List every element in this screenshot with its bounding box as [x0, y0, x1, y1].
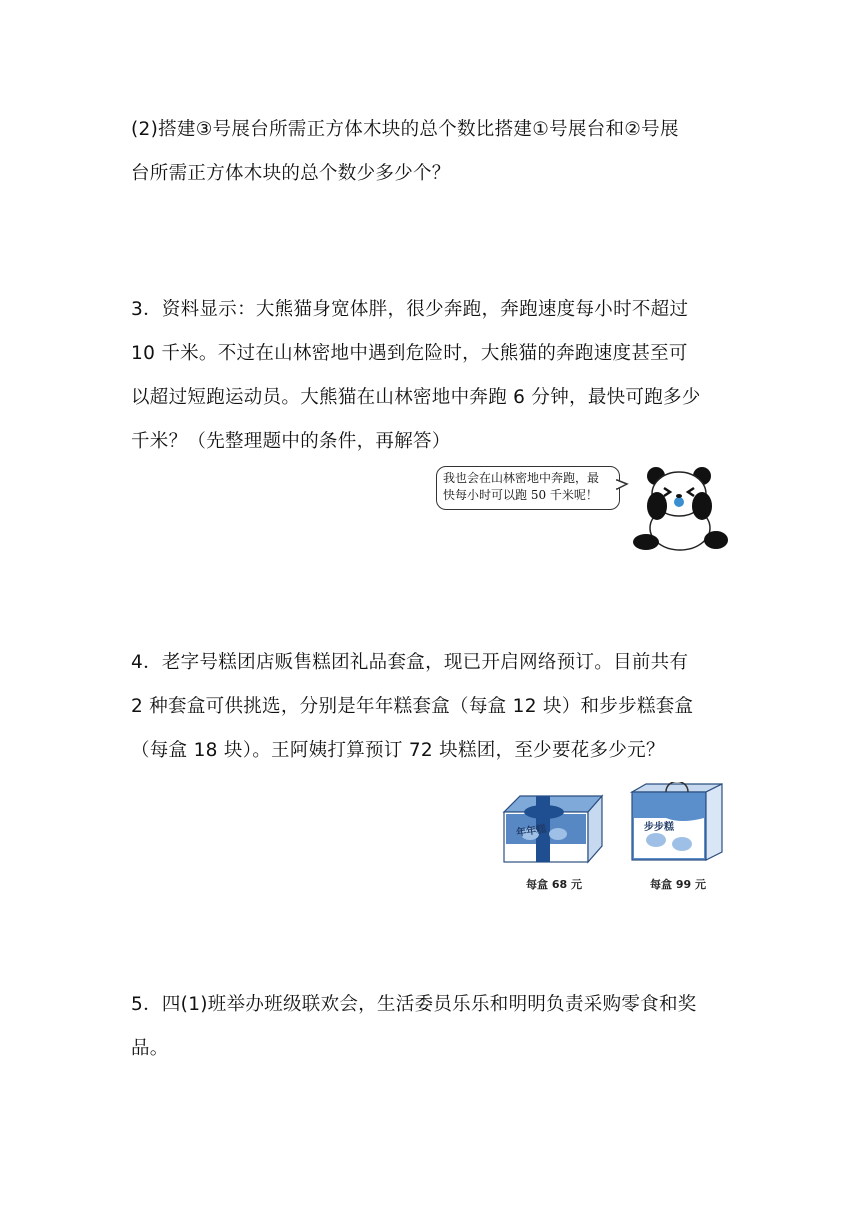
question-4: [131, 641, 731, 773]
bubble-tail: [615, 478, 629, 492]
question-3: [131, 288, 731, 464]
text-line: 千米？（先整理题中的条件，再解答）: [131, 431, 451, 452]
text-line: 4．老字号糕团店贩售糕团礼品套盒，现已开启网络预订。目前共有: [131, 652, 689, 673]
bubble-line: 快每小时可以跑 50 千米呢！: [443, 488, 598, 502]
speech-bubble: [436, 466, 620, 510]
text-line: 5．四(1)班举办班级联欢会，生活委员乐乐和明明负责采购零食和奖: [131, 994, 697, 1015]
bu-bu-gao-box-icon: [626, 782, 726, 872]
question-2-part-2: [131, 108, 731, 196]
box-label: 年年糕: [515, 823, 547, 840]
text-line: （每盒 18 块）。王阿姨打算预订 72 块糕团，至少要花多少元？: [131, 740, 665, 761]
bubble-line: 我也会在山林密地中奔跑，最: [443, 471, 600, 485]
box-price: 每盒 99 元: [650, 878, 706, 891]
text-line: 品。: [131, 1038, 169, 1059]
text-line: 以超过短跑运动员。大熊猫在山林密地中奔跑 6 分钟，最快可跑多少: [131, 387, 701, 408]
question-5: [131, 983, 731, 1071]
text-line: (2)搭建③号展台所需正方体木块的总个数比搭建①号展台和②号展: [131, 119, 679, 140]
panda-icon: [630, 462, 730, 556]
text-line: 2 种套盒可供挑选，分别是年年糕套盒（每盒 12 块）和步步糕套盒: [131, 696, 694, 717]
text-line: 台所需正方体木块的总个数少多少个？: [131, 163, 451, 184]
box-label: 步步糕: [644, 822, 674, 833]
box-price: 每盒 68 元: [526, 878, 582, 891]
text-line: 3．资料显示：大熊猫身宽体胖，很少奔跑，奔跑速度每小时不超过: [131, 299, 689, 320]
text-line: 10 千米。不过在山林密地中遇到危险时，大熊猫的奔跑速度甚至可: [131, 343, 688, 364]
